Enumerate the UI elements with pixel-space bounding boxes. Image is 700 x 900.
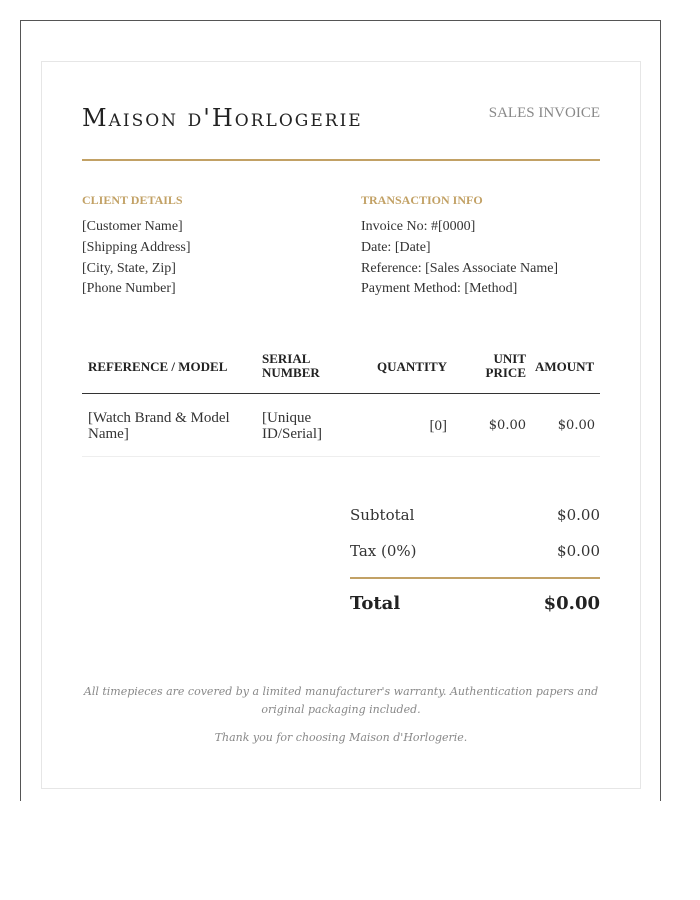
row-reference-line1: [Watch Brand & Model xyxy=(88,410,230,426)
document-type: SALES INVOICE xyxy=(488,105,600,121)
column-header-unit-price xyxy=(470,352,526,380)
column-header-unit-line1: UNIT xyxy=(493,351,526,366)
row-reference xyxy=(88,410,253,442)
column-header-amount: AMOUNT xyxy=(535,359,595,374)
column-header-serial-line2: NUMBER xyxy=(262,365,320,380)
total-divider xyxy=(350,577,600,579)
row-amount: $0.00 xyxy=(557,418,595,433)
row-reference-line2: Name] xyxy=(88,426,129,442)
row-serial xyxy=(262,410,352,442)
row-unit-price: $0.00 xyxy=(488,418,526,433)
client-details-heading: CLIENT DETAILS xyxy=(82,193,183,207)
header-divider xyxy=(82,159,600,161)
sales-reference: Reference: [Sales Associate Name] xyxy=(361,261,559,276)
column-header-serial xyxy=(262,352,320,380)
client-phone: [Phone Number] xyxy=(82,281,176,296)
column-header-serial-line1: SERIAL xyxy=(262,351,311,366)
client-name: [Customer Name] xyxy=(82,219,183,234)
client-city: [City, State, Zip] xyxy=(82,261,176,276)
warranty-note: All timepieces are covered by a limited manufacturer's warranty. Authentication papers and original packaging included. xyxy=(83,685,599,716)
subtotal-label: Subtotal xyxy=(350,506,415,524)
row-serial-line1: [Unique xyxy=(262,410,312,426)
tax-value: $0.00 xyxy=(557,542,600,560)
client-address: [Shipping Address] xyxy=(82,240,191,255)
row-quantity: [0] xyxy=(429,418,447,434)
total-value: $0.00 xyxy=(543,593,600,614)
total-label: Total xyxy=(350,593,401,614)
column-header-reference: REFERENCE / MODEL xyxy=(88,359,228,374)
subtotal-value: $0.00 xyxy=(557,506,600,524)
brand-name: Maison d'Horlogerie xyxy=(82,104,363,132)
invoice-date: Date: [Date] xyxy=(361,240,431,255)
row-serial-line2: ID/Serial] xyxy=(262,426,322,442)
transaction-info-heading: TRANSACTION INFO xyxy=(361,193,483,207)
payment-method: Payment Method: [Method] xyxy=(361,281,518,296)
invoice-number: Invoice No: #[0000] xyxy=(361,219,476,234)
column-header-quantity: QUANTITY xyxy=(377,359,448,374)
column-header-unit-line2: PRICE xyxy=(485,365,526,380)
table-header-divider xyxy=(82,393,600,394)
table-row-divider xyxy=(82,456,600,457)
tax-label: Tax (0%) xyxy=(350,542,417,560)
thank-you-note: Thank you for choosing Maison d'Horlogerie. xyxy=(214,731,468,744)
